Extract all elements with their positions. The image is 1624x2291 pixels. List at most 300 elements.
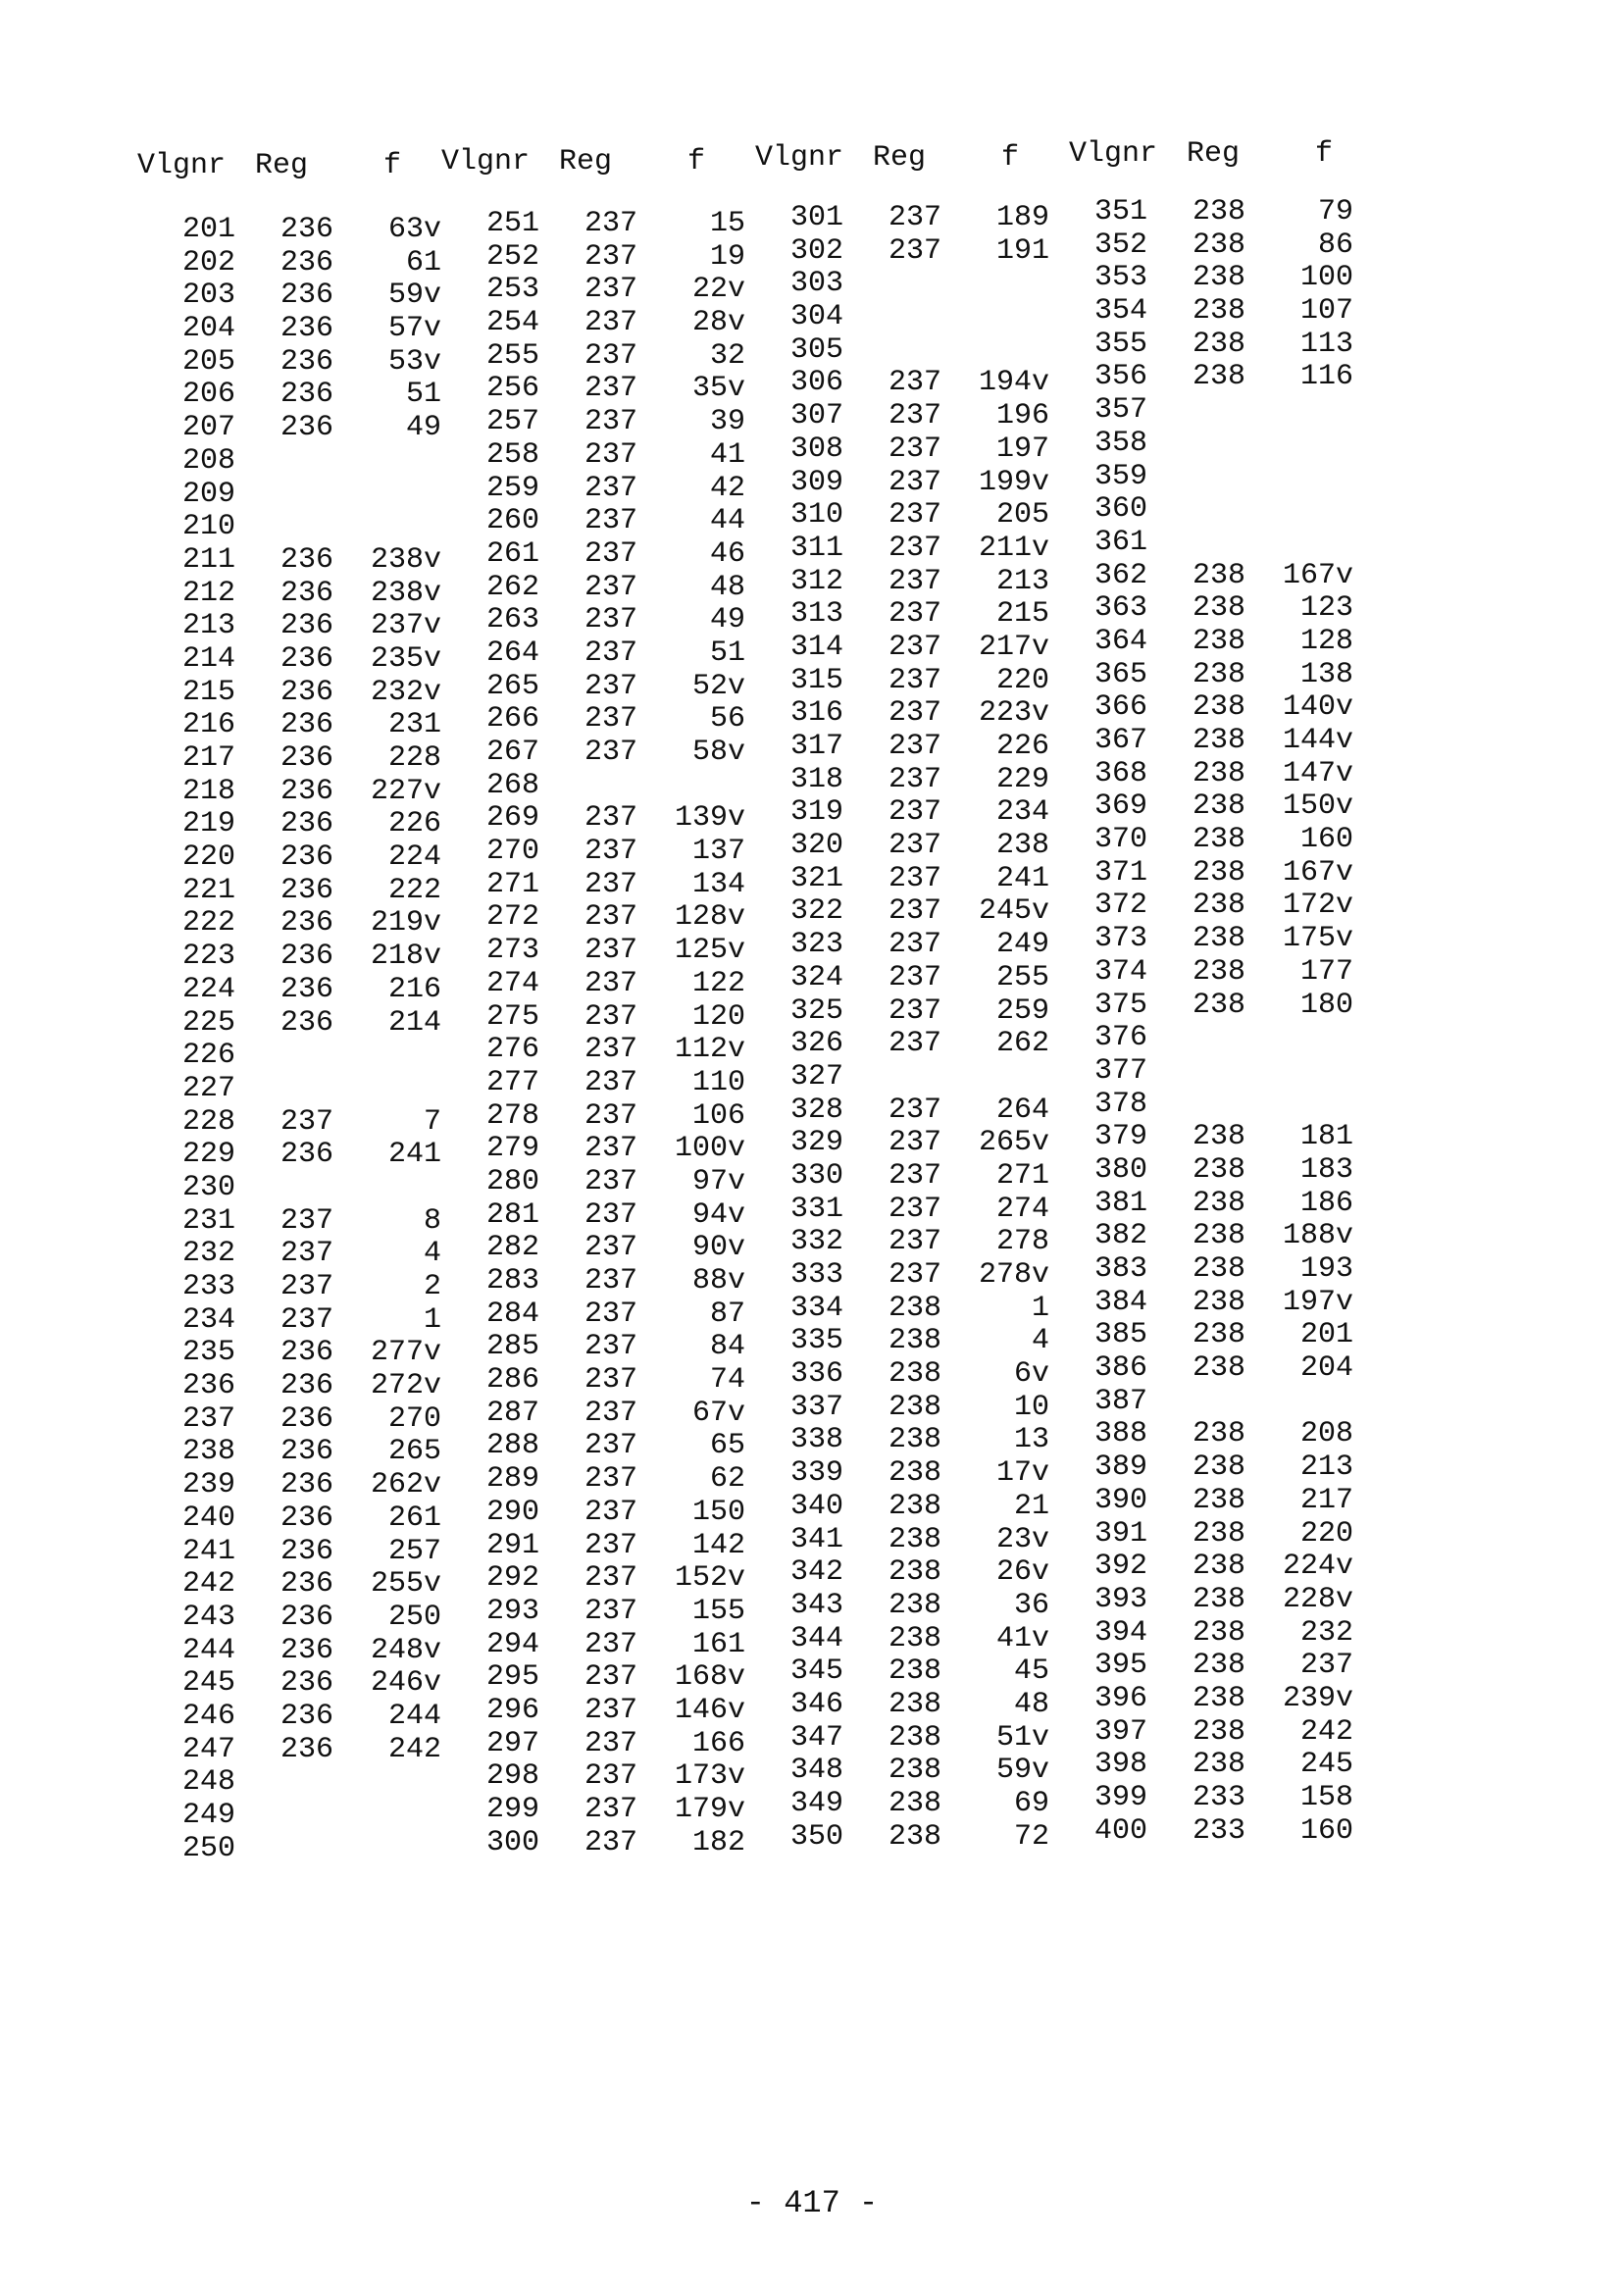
table-row <box>1049 394 1353 428</box>
table-row <box>745 1524 1049 1557</box>
vlgnr-cell: 324 <box>789 960 843 994</box>
vlgnr-cell: 208 <box>181 443 235 478</box>
vlgnr-cell: 331 <box>789 1192 843 1226</box>
vlgnr-cell: 298 <box>485 1759 539 1794</box>
reg-cell: 237 <box>584 966 637 1000</box>
vlgnr-cell: 265 <box>485 669 539 703</box>
table-row <box>1049 790 1353 824</box>
vlgnr-cell: 271 <box>485 867 539 901</box>
vlgnr-cell: 237 <box>181 1401 235 1436</box>
table-row <box>441 703 745 737</box>
table-row <box>137 280 441 313</box>
f-cell: 134 <box>691 867 745 901</box>
vlgnr-cell: 227 <box>181 1071 235 1105</box>
vlgnr-cell: 218 <box>181 774 235 808</box>
vlgnr-cell: 394 <box>1093 1615 1147 1650</box>
f-cell: 167v <box>1282 855 1353 890</box>
table-row <box>137 1238 441 1271</box>
vlgnr-cell: 230 <box>181 1170 235 1204</box>
table-row <box>137 247 441 280</box>
f-cell: 181 <box>1299 1120 1353 1154</box>
vlgnr-cell: 386 <box>1093 1351 1147 1386</box>
f-cell: 257 <box>387 1534 441 1568</box>
vlgnr-cell: 326 <box>789 1027 843 1061</box>
reg-cell: 238 <box>1192 591 1245 626</box>
f-cell: 15 <box>709 207 745 240</box>
table-row <box>441 572 745 605</box>
f-cell: 112v <box>674 1033 745 1067</box>
f-cell: 100 <box>1299 261 1353 295</box>
table-row <box>1049 1485 1353 1518</box>
reg-cell: 237 <box>279 1302 333 1337</box>
table-row <box>1049 560 1353 593</box>
f-cell: 100v <box>674 1132 745 1166</box>
table-row <box>1049 691 1353 725</box>
reg-cell: 233 <box>1192 1813 1245 1848</box>
table-row <box>137 709 441 742</box>
table-column-block-2 <box>441 208 745 1859</box>
f-cell: 139v <box>674 801 745 836</box>
reg-cell: 238 <box>1192 1186 1245 1220</box>
f-cell: 272v <box>370 1369 441 1403</box>
table-row <box>441 671 745 704</box>
page-number: - 417 - <box>745 2185 879 2221</box>
reg-cell: 237 <box>279 1270 333 1303</box>
reg-cell: 237 <box>888 630 941 664</box>
vlgnr-cell: 250 <box>181 1831 235 1865</box>
f-cell: 234 <box>995 795 1049 830</box>
reg-cell: 238 <box>1192 1285 1245 1319</box>
vlgnr-cell: 384 <box>1093 1285 1147 1319</box>
reg-cell: 238 <box>888 1655 941 1689</box>
vlgnr-cell: 217 <box>181 741 235 775</box>
vlgnr-cell: 263 <box>485 603 539 637</box>
vlgnr-cell: 229 <box>181 1138 235 1172</box>
table-row <box>137 313 441 346</box>
vlgnr-cell: 369 <box>1093 789 1147 824</box>
table-row <box>441 406 745 439</box>
table-row <box>745 1788 1049 1821</box>
f-cell: 88v <box>691 1264 745 1298</box>
f-cell: 41v <box>995 1621 1049 1655</box>
vlgnr-cell: 328 <box>789 1093 843 1127</box>
table-row <box>745 1623 1049 1656</box>
table-row <box>441 505 745 538</box>
reg-cell: 238 <box>888 1754 941 1788</box>
table-row <box>1049 1749 1353 1782</box>
table-row <box>441 869 745 902</box>
table-row <box>745 1358 1049 1392</box>
vlgnr-cell: 311 <box>789 531 843 565</box>
f-cell: 172v <box>1282 889 1353 923</box>
f-cell: 128 <box>1299 624 1353 658</box>
reg-cell: 236 <box>279 1501 333 1535</box>
reg-cell: 237 <box>888 1225 941 1259</box>
reg-cell: 236 <box>279 1138 333 1172</box>
f-cell: 228 <box>387 741 441 775</box>
vlgnr-cell: 373 <box>1093 922 1147 956</box>
f-cell: 186 <box>1299 1186 1353 1220</box>
reg-cell: 237 <box>584 867 637 901</box>
f-cell: 42 <box>709 471 745 505</box>
vlgnr-cell: 302 <box>789 233 843 268</box>
vlgnr-cell: 336 <box>789 1357 843 1392</box>
f-cell: 19 <box>709 239 745 274</box>
table-row <box>745 1325 1049 1358</box>
table-row <box>745 1194 1049 1227</box>
reg-cell: 236 <box>279 411 333 445</box>
reg-cell: 236 <box>279 774 333 808</box>
vlgnr-cell: 246 <box>181 1699 235 1733</box>
f-cell: 261 <box>387 1501 441 1535</box>
vlgnr-cell: 273 <box>485 934 539 968</box>
table-column-block-1 <box>137 214 441 1865</box>
table-row <box>441 473 745 506</box>
table-row <box>137 346 441 380</box>
reg-cell: 236 <box>279 542 333 577</box>
table-row <box>745 1755 1049 1788</box>
vlgnr-cell: 398 <box>1093 1748 1147 1782</box>
vlgnr-cell: 354 <box>1093 294 1147 329</box>
f-cell: 21 <box>1013 1489 1049 1523</box>
table-row <box>441 340 745 374</box>
table-row <box>745 895 1049 929</box>
table-row <box>745 1226 1049 1259</box>
reg-cell: 236 <box>279 1369 333 1403</box>
table-row <box>441 1100 745 1134</box>
table-row <box>1049 956 1353 990</box>
f-cell: 10 <box>1013 1390 1049 1424</box>
f-cell: 183 <box>1299 1152 1353 1187</box>
table-row <box>137 1734 441 1767</box>
f-cell: 4 <box>1031 1324 1049 1358</box>
table-row <box>745 467 1049 500</box>
table-row <box>1049 428 1353 461</box>
vlgnr-cell: 249 <box>181 1799 235 1832</box>
vlgnr-cell: 396 <box>1093 1681 1147 1715</box>
vlgnr-cell: 284 <box>485 1297 539 1331</box>
table-row <box>1049 1022 1353 1055</box>
table-row <box>1049 1220 1353 1253</box>
vlgnr-cell: 362 <box>1093 558 1147 592</box>
table-row <box>745 1457 1049 1491</box>
vlgnr-cell: 388 <box>1093 1417 1147 1451</box>
f-cell: 1 <box>423 1302 441 1337</box>
table-row <box>745 863 1049 896</box>
reg-cell: 236 <box>279 1005 333 1040</box>
reg-cell: 236 <box>279 1666 333 1701</box>
reg-cell: 238 <box>1192 1351 1245 1386</box>
vlgnr-cell: 211 <box>181 542 235 577</box>
f-cell: 228v <box>1282 1582 1353 1616</box>
table-row <box>137 511 441 544</box>
header-f: f <box>382 149 401 182</box>
table-row <box>1049 1451 1353 1485</box>
f-cell: 41 <box>709 437 745 472</box>
vlgnr-cell: 275 <box>485 999 539 1034</box>
f-cell: 274 <box>995 1192 1049 1226</box>
vlgnr-cell: 347 <box>789 1720 843 1755</box>
table-row <box>1049 1089 1353 1122</box>
vlgnr-cell: 378 <box>1093 1087 1147 1121</box>
vlgnr-cell: 241 <box>181 1534 235 1568</box>
vlgnr-cell: 255 <box>485 338 539 373</box>
vlgnr-cell: 366 <box>1093 690 1147 725</box>
f-cell: 255 <box>995 960 1049 994</box>
reg-cell: 238 <box>1192 1318 1245 1352</box>
reg-cell: 237 <box>888 993 941 1028</box>
reg-cell: 236 <box>279 1567 333 1602</box>
reg-cell: 237 <box>584 1132 637 1166</box>
vlgnr-cell: 256 <box>485 372 539 406</box>
f-cell: 217v <box>978 630 1049 664</box>
f-cell: 246v <box>370 1666 441 1701</box>
f-cell: 63v <box>387 213 441 246</box>
f-cell: 201 <box>1299 1318 1353 1352</box>
f-cell: 1 <box>1031 1291 1049 1325</box>
vlgnr-cell: 350 <box>789 1819 843 1854</box>
table-row <box>137 214 441 247</box>
reg-cell: 238 <box>888 1489 941 1523</box>
vlgnr-cell: 209 <box>181 477 235 511</box>
f-cell: 53v <box>387 344 441 379</box>
table-row <box>1049 990 1353 1023</box>
reg-cell: 237 <box>584 1264 637 1298</box>
table-row <box>745 1655 1049 1689</box>
reg-cell: 238 <box>1192 360 1245 394</box>
vlgnr-cell: 278 <box>485 1098 539 1133</box>
table-row <box>441 1629 745 1662</box>
f-cell: 194v <box>978 366 1049 400</box>
vlgnr-cell: 367 <box>1093 724 1147 757</box>
f-cell: 238v <box>370 542 441 577</box>
table-row <box>137 841 441 875</box>
reg-cell: 237 <box>584 1098 637 1133</box>
vlgnr-cell: 346 <box>789 1687 843 1721</box>
reg-cell: 237 <box>888 201 941 234</box>
f-cell: 166 <box>691 1726 745 1760</box>
reg-cell: 237 <box>584 636 637 670</box>
table-row <box>441 373 745 406</box>
f-cell: 278v <box>978 1258 1049 1292</box>
vlgnr-cell: 353 <box>1093 261 1147 295</box>
f-cell: 48 <box>1013 1687 1049 1721</box>
table-row <box>1049 725 1353 758</box>
reg-cell: 238 <box>1192 954 1245 989</box>
table-row <box>745 665 1049 698</box>
reg-cell: 238 <box>888 1555 941 1590</box>
table-row <box>745 268 1049 301</box>
table-row <box>137 1701 441 1734</box>
reg-cell: 237 <box>584 702 637 737</box>
reg-cell: 237 <box>888 829 941 863</box>
f-cell: 160 <box>1299 823 1353 857</box>
f-cell: 22v <box>691 273 745 307</box>
f-cell: 189 <box>995 201 1049 234</box>
reg-cell: 237 <box>584 1528 637 1562</box>
vlgnr-cell: 285 <box>485 1330 539 1364</box>
f-cell: 158 <box>1299 1781 1353 1814</box>
f-cell: 177 <box>1299 954 1353 989</box>
vlgnr-cell: 272 <box>485 900 539 935</box>
reg-cell: 236 <box>279 576 333 610</box>
vlgnr-cell: 313 <box>789 597 843 632</box>
table-row <box>745 566 1049 599</box>
reg-cell: 237 <box>584 338 637 373</box>
vlgnr-cell: 305 <box>789 332 843 367</box>
reg-cell: 237 <box>888 928 941 962</box>
reg-cell: 236 <box>279 1633 333 1667</box>
f-cell: 224 <box>387 840 441 875</box>
reg-cell: 237 <box>888 233 941 268</box>
f-cell: 51v <box>995 1720 1049 1755</box>
reg-cell: 238 <box>1192 1417 1245 1451</box>
vlgnr-cell: 288 <box>485 1429 539 1463</box>
f-cell: 197v <box>1282 1285 1353 1319</box>
reg-cell: 237 <box>584 1462 637 1497</box>
f-cell: 106 <box>691 1098 745 1133</box>
reg-cell: 236 <box>279 807 333 841</box>
table-row <box>441 1562 745 1596</box>
f-cell: 107 <box>1299 294 1353 329</box>
vlgnr-cell: 207 <box>181 411 235 445</box>
table-row <box>745 1160 1049 1194</box>
table-row <box>1049 1815 1353 1849</box>
reg-cell: 237 <box>888 1027 941 1061</box>
table-row <box>1049 1518 1353 1552</box>
reg-cell: 237 <box>888 960 941 994</box>
vlgnr-cell: 252 <box>485 239 539 274</box>
reg-cell: 238 <box>888 1423 941 1457</box>
vlgnr-cell: 203 <box>181 279 235 313</box>
reg-cell: 237 <box>584 471 637 505</box>
vlgnr-cell: 264 <box>485 636 539 670</box>
reg-cell: 238 <box>1192 1152 1245 1187</box>
vlgnr-cell: 392 <box>1093 1550 1147 1584</box>
table-row <box>441 770 745 803</box>
reg-cell: 237 <box>888 1158 941 1193</box>
reg-cell: 236 <box>279 1732 333 1766</box>
reg-cell: 237 <box>888 1258 941 1292</box>
f-cell: 226 <box>995 730 1049 763</box>
table-row <box>745 334 1049 368</box>
reg-cell: 236 <box>279 1600 333 1634</box>
f-cell: 4 <box>423 1237 441 1271</box>
reg-cell: 236 <box>279 1468 333 1502</box>
reg-cell: 237 <box>584 1495 637 1529</box>
vlgnr-cell: 232 <box>181 1237 235 1271</box>
f-cell: 79 <box>1317 195 1353 229</box>
f-cell: 239v <box>1282 1681 1353 1715</box>
f-cell: 125v <box>674 934 745 968</box>
reg-cell: 236 <box>279 1699 333 1733</box>
reg-cell: 237 <box>584 570 637 604</box>
vlgnr-cell: 262 <box>485 570 539 604</box>
table-row <box>137 479 441 512</box>
reg-cell: 237 <box>584 1726 637 1760</box>
f-cell: 49 <box>405 411 441 445</box>
f-cell: 270 <box>387 1401 441 1436</box>
f-cell: 28v <box>691 306 745 340</box>
vlgnr-cell: 333 <box>789 1258 843 1292</box>
f-cell: 248v <box>370 1633 441 1667</box>
table-row <box>745 533 1049 566</box>
reg-cell: 236 <box>279 708 333 742</box>
vlgnr-cell: 268 <box>485 768 539 802</box>
header-f: f <box>1000 141 1019 175</box>
vlgnr-cell: 297 <box>485 1726 539 1760</box>
reg-cell: 237 <box>584 273 637 307</box>
reg-cell: 237 <box>584 1429 637 1463</box>
reg-cell: 238 <box>1192 1219 1245 1253</box>
table-row <box>441 1497 745 1530</box>
f-cell: 137 <box>691 835 745 869</box>
f-cell: 180 <box>1299 988 1353 1022</box>
f-cell: 59v <box>995 1754 1049 1788</box>
table-row <box>137 1337 441 1370</box>
f-cell: 120 <box>691 999 745 1034</box>
vlgnr-cell: 381 <box>1093 1186 1147 1220</box>
f-cell: 223v <box>978 696 1049 731</box>
vlgnr-cell: 339 <box>789 1456 843 1491</box>
table-row <box>137 1271 441 1304</box>
table-row <box>745 962 1049 995</box>
table-row <box>1049 329 1353 362</box>
f-cell: 211v <box>978 531 1049 565</box>
f-cell: 205 <box>995 498 1049 533</box>
reg-cell: 238 <box>888 1456 941 1491</box>
reg-cell: 238 <box>888 1588 941 1622</box>
vlgnr-cell: 301 <box>789 201 843 234</box>
vlgnr-cell: 323 <box>789 928 843 962</box>
f-cell: 182 <box>691 1825 745 1859</box>
f-cell: 227v <box>370 774 441 808</box>
vlgnr-cell: 306 <box>789 366 843 400</box>
reg-cell: 237 <box>888 795 941 830</box>
reg-cell: 238 <box>1192 657 1245 691</box>
table-row <box>137 379 441 412</box>
vlgnr-cell: 357 <box>1093 393 1147 428</box>
f-cell: 241 <box>387 1138 441 1172</box>
table-row <box>745 598 1049 632</box>
vlgnr-cell: 286 <box>485 1363 539 1398</box>
table-row <box>441 968 745 1001</box>
table-row <box>137 1139 441 1172</box>
vlgnr-cell: 312 <box>789 564 843 598</box>
table-row <box>745 731 1049 764</box>
f-cell: 13 <box>1013 1423 1049 1457</box>
vlgnr-cell: 233 <box>181 1270 235 1303</box>
reg-cell: 237 <box>584 1793 637 1826</box>
reg-cell: 238 <box>888 1819 941 1854</box>
reg-cell: 237 <box>584 1594 637 1628</box>
vlgnr-cell: 291 <box>485 1528 539 1562</box>
reg-cell: 236 <box>279 279 333 313</box>
reg-cell: 237 <box>888 730 941 763</box>
vlgnr-cell: 205 <box>181 344 235 379</box>
vlgnr-cell: 380 <box>1093 1152 1147 1187</box>
vlgnr-cell: 321 <box>789 861 843 895</box>
reg-cell: 237 <box>279 1104 333 1139</box>
reg-cell: 238 <box>1192 1615 1245 1650</box>
vlgnr-cell: 277 <box>485 1065 539 1099</box>
vlgnr-cell: 348 <box>789 1754 843 1788</box>
table-row <box>441 1794 745 1827</box>
vlgnr-cell: 358 <box>1093 426 1147 460</box>
reg-cell: 237 <box>584 1197 637 1232</box>
f-cell: 237v <box>370 609 441 643</box>
f-cell: 277v <box>370 1336 441 1370</box>
